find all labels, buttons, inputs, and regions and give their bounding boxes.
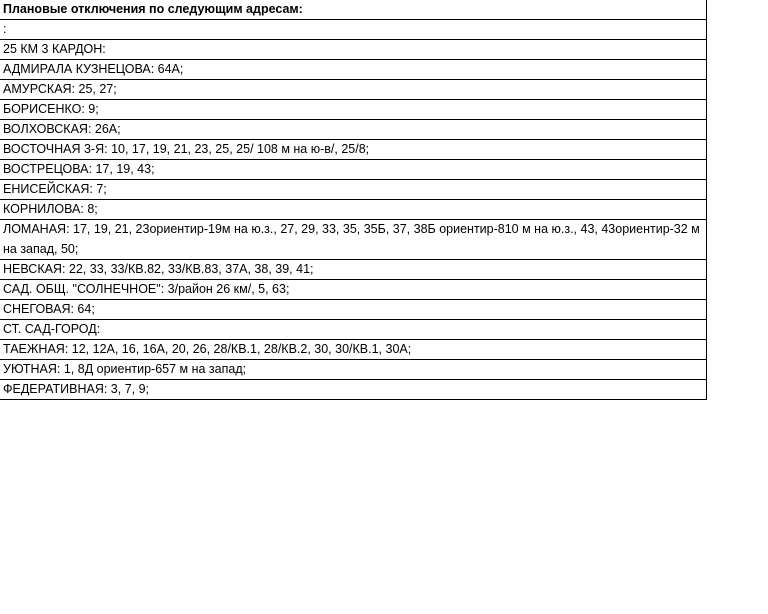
table-row: КОРНИЛОВА: 8; (0, 200, 706, 220)
table-row: ТАЕЖНАЯ: 12, 12А, 16, 16А, 20, 26, 28/КВ.1, 28/КВ.2, 30, 30/КВ.1, 30А; (0, 340, 706, 360)
table-row: ВОЛХОВСКАЯ: 26А; (0, 120, 706, 140)
table-row: 25 КМ 3 КАРДОН: (0, 40, 706, 60)
table-row: АМУРСКАЯ: 25, 27; (0, 80, 706, 100)
table-header: Плановые отключения по следующим адресам: (0, 0, 706, 20)
table-row: ВОСТРЕЦОВА: 17, 19, 43; (0, 160, 706, 180)
table-row: ЛОМАНАЯ: 17, 19, 21, 23ориентир-19м на ю.з., 27, 29, 33, 35, 35Б, 37, 38Б ориентир-810 м на ю.з., 43, 43ориентир-32 м на запад, 50; (0, 220, 706, 260)
table-row: УЮТНАЯ: 1, 8Д ориентир-657 м на запад; (0, 360, 706, 380)
table-row: : (0, 20, 706, 40)
table-row: АДМИРАЛА КУЗНЕЦОВА: 64А; (0, 60, 706, 80)
table-row: БОРИСЕНКО: 9; (0, 100, 706, 120)
table-row: ФЕДЕРАТИВНАЯ: 3, 7, 9; (0, 380, 706, 400)
table-row: НЕВСКАЯ: 22, 33, 33/КВ.82, 33/КВ.83, 37А, 38, 39, 41; (0, 260, 706, 280)
table-row: СНЕГОВАЯ: 64; (0, 300, 706, 320)
table-row: САД. ОБЩ. "СОЛНЕЧНОЕ": 3/район 26 км/, 5, 63; (0, 280, 706, 300)
table-row: ВОСТОЧНАЯ 3-Я: 10, 17, 19, 21, 23, 25, 25/ 108 м на ю-в/, 25/8; (0, 140, 706, 160)
table-row: СТ. САД-ГОРОД: (0, 320, 706, 340)
table-row: ЕНИСЕЙСКАЯ: 7; (0, 180, 706, 200)
